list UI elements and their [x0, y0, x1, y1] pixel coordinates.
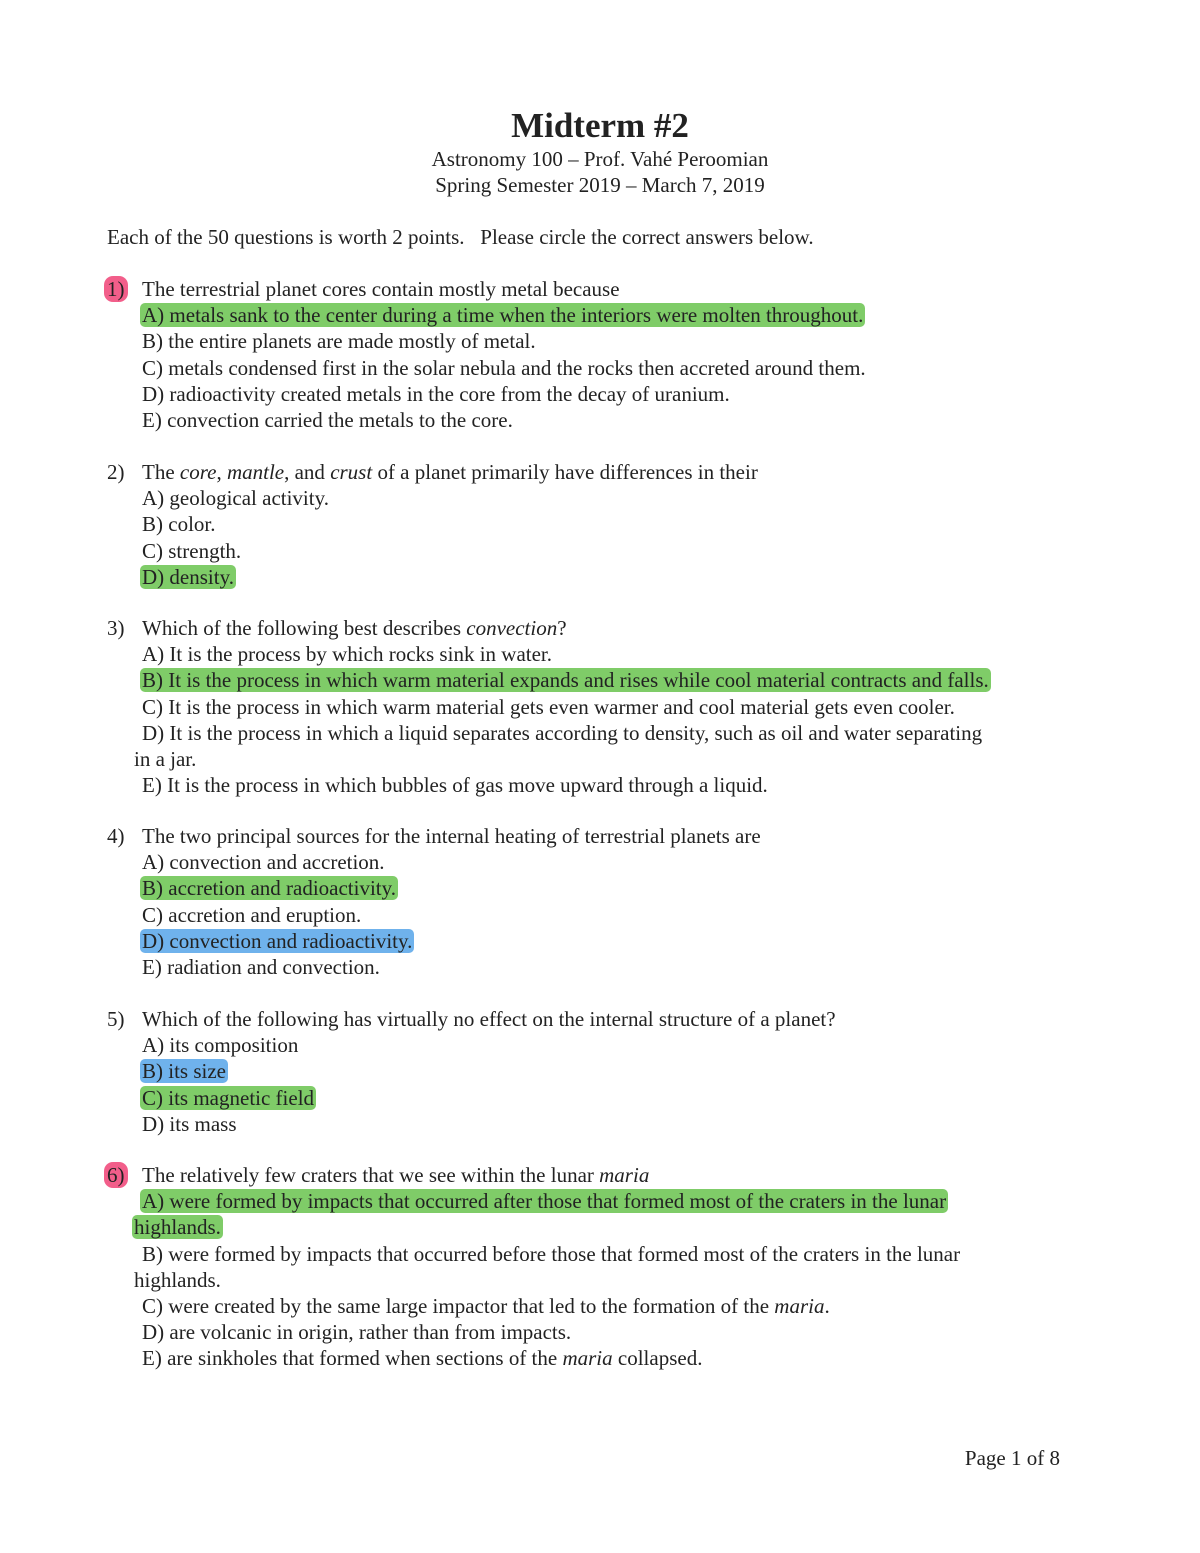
option-a-continued[interactable]: highlands. — [134, 1215, 221, 1240]
page-number: Page 1 of 8 — [964, 1446, 1060, 1470]
question-5 — [107, 1006, 1107, 1137]
option-e[interactable]: E) convection carried the metals to the core. — [142, 408, 513, 432]
page-title: Midterm #2 — [511, 106, 689, 145]
option-a[interactable]: A) its composition — [142, 1033, 299, 1058]
question-number: 6) — [104, 1162, 128, 1188]
option-c[interactable]: C) It is the process in which warm material gets even warmer and cool material gets even cooler. — [142, 694, 955, 719]
option-b[interactable]: B) its size — [142, 1059, 226, 1084]
option-c[interactable]: C) metals condensed first in the solar nebula and the rocks then accreted around them. — [142, 355, 866, 380]
option-e[interactable]: E) It is the process in which bubbles of gas move upward through a liquid. — [142, 773, 768, 798]
option-b[interactable]: B) It is the process in which warm material expands and rises while cool material contracts and falls. — [142, 668, 989, 693]
option-d-continued[interactable]: in a jar. — [134, 747, 197, 771]
option-c[interactable]: C) accretion and eruption. — [142, 902, 362, 927]
option-e[interactable]: E) radiation and convection. — [142, 955, 380, 979]
option-d[interactable]: D) It is the process in which a liquid separates according to density, such as oil and water separating — [142, 720, 983, 745]
question-stem: Which of the following best describes convection? — [142, 616, 567, 640]
option-a[interactable]: A) convection and accretion. — [142, 850, 385, 875]
question-1 — [107, 276, 1107, 433]
option-b[interactable]: B) color. — [142, 512, 216, 537]
question-stem: The terrestrial planet cores contain mostly metal because — [142, 277, 620, 301]
question-number: 5) — [107, 1007, 125, 1031]
option-d[interactable]: D) are volcanic in origin, rather than from impacts. — [142, 1320, 572, 1345]
option-b[interactable]: B) the entire planets are made mostly of metal. — [142, 329, 536, 354]
question-3 — [107, 615, 1107, 798]
question-4 — [107, 823, 1107, 980]
option-b-continued[interactable]: highlands. — [134, 1267, 221, 1292]
question-2 — [107, 459, 1107, 590]
question-number: 1) — [104, 276, 128, 302]
question-number: 4) — [107, 824, 125, 848]
option-c[interactable]: C) strength. — [142, 538, 242, 563]
semester-line: Spring Semester 2019 – March 7, 2019 — [435, 173, 765, 197]
course-line: Astronomy 100 – Prof. Vahé Peroomian — [431, 147, 769, 171]
question-stem: The core, mantle, and crust of a planet primarily have differences in their — [142, 460, 758, 484]
question-stem: The relatively few craters that we see within the lunar maria — [142, 1163, 650, 1187]
option-d[interactable]: D) convection and radioactivity. — [142, 928, 413, 953]
option-d[interactable]: D) its mass — [142, 1111, 237, 1136]
option-a[interactable]: A) It is the process by which rocks sink in water. — [142, 642, 553, 667]
question-number: 3) — [107, 616, 125, 640]
option-b[interactable]: B) were formed by impacts that occurred before those that formed most of the craters in the lunar — [142, 1241, 961, 1266]
option-c[interactable]: C) were created by the same large impactor that led to the formation of the maria. — [142, 1294, 830, 1318]
option-d[interactable]: D) density. — [142, 564, 234, 589]
question-number: 2) — [107, 460, 125, 484]
option-e[interactable]: E) are sinkholes that formed when sections of the maria collapsed. — [142, 1346, 703, 1371]
option-d[interactable]: D) radioactivity created metals in the core from the decay of uranium. — [142, 381, 730, 406]
option-a[interactable]: A) metals sank to the center during a time when the interiors were molten throughout. — [142, 303, 864, 328]
option-c[interactable]: C) its magnetic field — [142, 1085, 315, 1110]
question-stem: Which of the following has virtually no effect on the internal structure of a planet? — [142, 1007, 836, 1031]
option-b[interactable]: B) accretion and radioactivity. — [142, 876, 397, 901]
option-a[interactable]: A) were formed by impacts that occurred after those that formed most of the craters in the lunar — [142, 1189, 947, 1214]
question-stem: The two principal sources for the internal heating of terrestrial planets are — [142, 824, 761, 848]
question-6 — [107, 1162, 1107, 1372]
instructions: Each of the 50 questions is worth 2 points. Please circle the correct answers below. — [107, 225, 814, 249]
option-a[interactable]: A) geological activity. — [142, 486, 329, 511]
